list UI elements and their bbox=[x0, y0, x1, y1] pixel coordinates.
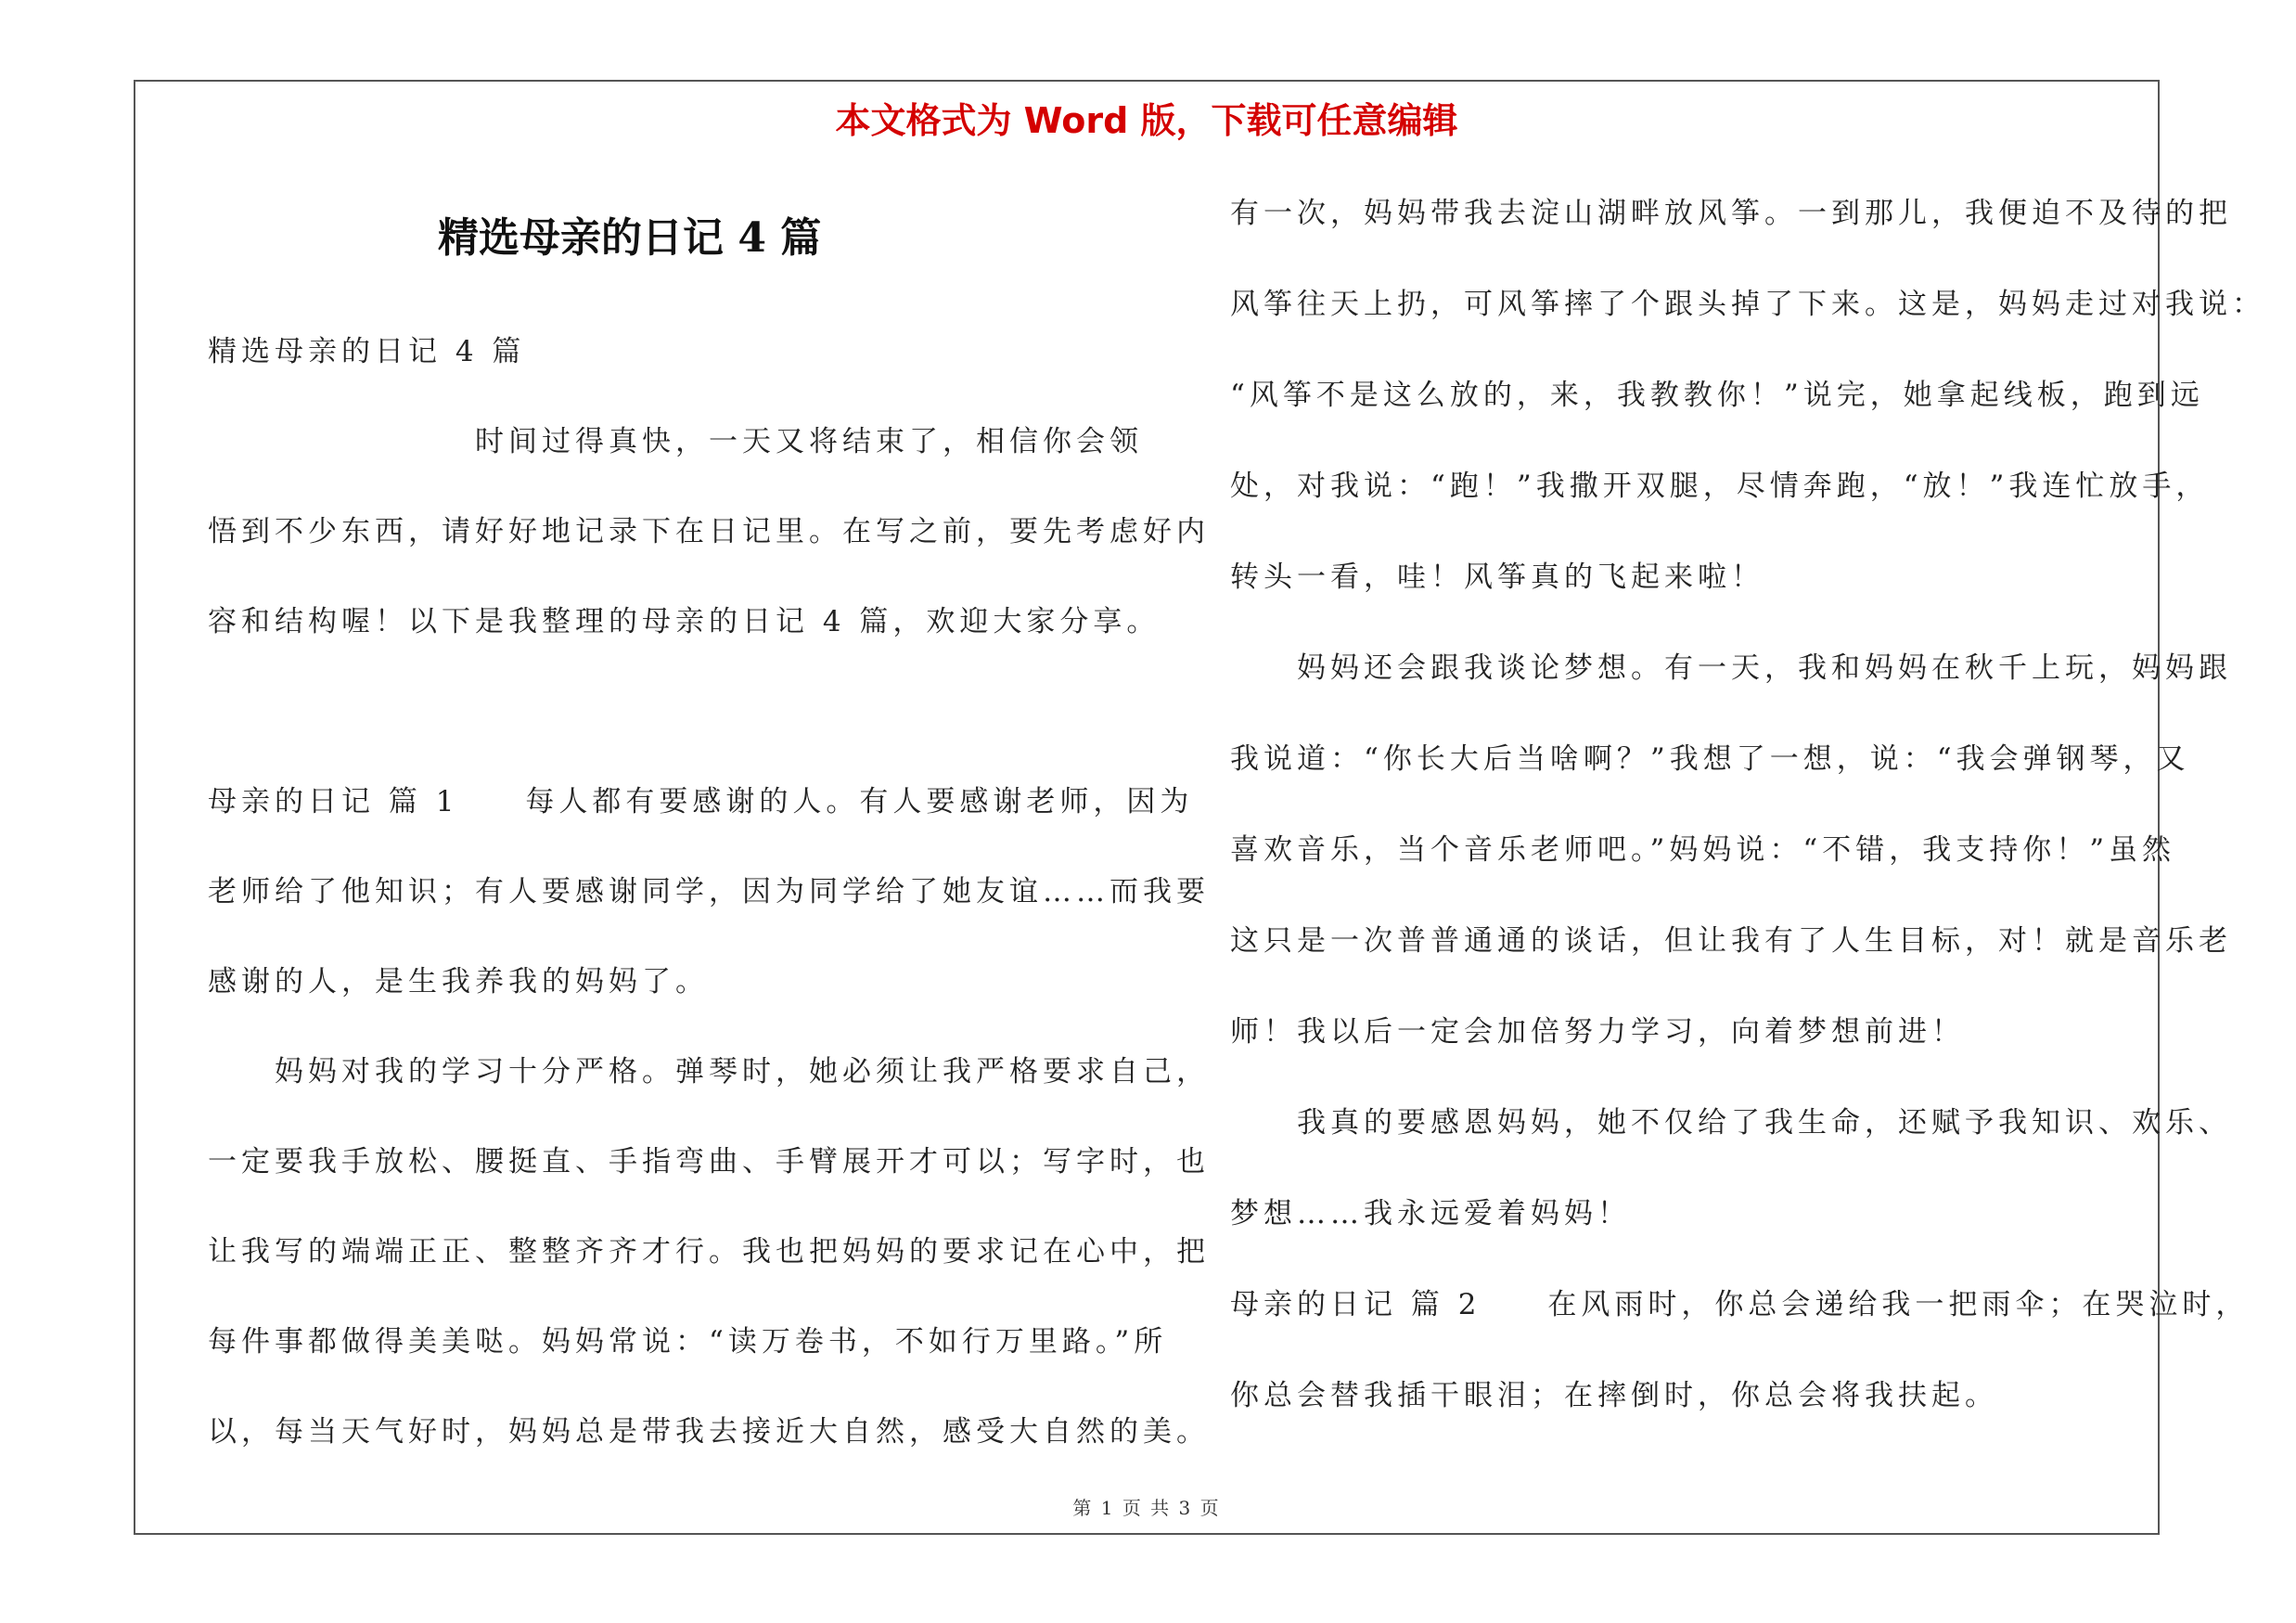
body-line: 以，每当天气好时，妈妈总是带我去接近大自然，感受大自然的美。 bbox=[208, 1415, 1210, 1449]
body-line: 容和结构喔！以下是我整理的母亲的日记 4 篇，欢迎大家分享。 bbox=[208, 605, 1161, 638]
body-line: 母亲的日记 篇 2 在风雨时，你总会递给我一把雨伞；在哭泣时， bbox=[1230, 1288, 2250, 1321]
body-line: 风筝往天上扔，可风筝摔了个跟头掉了下来。这是，妈妈走过对我说： bbox=[1230, 288, 2265, 321]
document-title: 精选母亲的日记 4 篇 bbox=[438, 214, 822, 262]
body-line: 我真的要感恩妈妈，她不仅给了我生命，还赋予我知识、欢乐、 bbox=[1230, 1106, 2232, 1140]
body-line: 每件事都做得美美哒。妈妈常说：“读万卷书，不如行万里路。”所 bbox=[208, 1325, 1168, 1359]
body-line: 时间过得真快，一天又将结束了，相信你会领 bbox=[208, 425, 1143, 458]
body-line: 这只是一次普普通通的谈话，但让我有了人生目标，对！就是音乐老 bbox=[1230, 924, 2232, 958]
body-line: 母亲的日记 篇 1 每人都有要感谢的人。有人要感谢老师，因为 bbox=[208, 785, 1194, 818]
body-line: 悟到不少东西，请好好地记录下在日记里。在写之前，要先考虑好内 bbox=[208, 515, 1210, 548]
body-line: 喜欢音乐，当个音乐老师吧。”妈妈说：“不错，我支持你！”虽然 bbox=[1230, 833, 2176, 867]
body-line: “风筝不是这么放的，来，我教教你！”说完，她拿起线板，跑到远 bbox=[1230, 379, 2204, 412]
body-line: 妈妈还会跟我谈论梦想。有一天，我和妈妈在秋千上玩，妈妈跟 bbox=[1230, 651, 2232, 685]
body-line: 你总会替我插干眼泪；在摔倒时，你总会将我扶起。 bbox=[1230, 1379, 1998, 1412]
document-page bbox=[134, 80, 2265, 1535]
body-line: 一定要我手放松、腰挺直、手指弯曲、手臂展开才可以；写字时，也 bbox=[208, 1145, 1210, 1179]
page-number-footer: 第 1 页 共 3 页 bbox=[1072, 1497, 1221, 1519]
body-line: 梦想……我永远爱着妈妈！ bbox=[1230, 1197, 1631, 1230]
body-line: 有一次，妈妈带我去淀山湖畔放风筝。一到那儿，我便迫不及待的把 bbox=[1230, 197, 2232, 230]
body-line: 转头一看，哇！风筝真的飞起来啦！ bbox=[1230, 560, 1764, 594]
format-banner: 本文格式为 Word 版，下载可任意编辑 bbox=[835, 100, 1458, 141]
body-line: 妈妈对我的学习十分严格。弹琴时，她必须让我严格要求自己， bbox=[208, 1055, 1210, 1088]
body-line: 师！我以后一定会加倍努力学习，向着梦想前进！ bbox=[1230, 1015, 1965, 1049]
body-line: 让我写的端端正正、整整齐齐才行。我也把妈妈的要求记在心中，把 bbox=[208, 1235, 1210, 1269]
body-line: 感谢的人，是生我养我的妈妈了。 bbox=[208, 965, 709, 998]
body-line: 处，对我说：“跑！”我撒开双腿，尽情奔跑，“放！”我连忙放手， bbox=[1230, 470, 2210, 503]
body-line: 老师给了他知识；有人要感谢同学，因为同学给了她友谊……而我要 bbox=[208, 875, 1210, 908]
body-line: 我说道：“你长大后当啥啊？”我想了一想，说：“我会弹钢琴，又 bbox=[1230, 742, 2190, 776]
body-line: 精选母亲的日记 4 篇 bbox=[208, 335, 526, 368]
